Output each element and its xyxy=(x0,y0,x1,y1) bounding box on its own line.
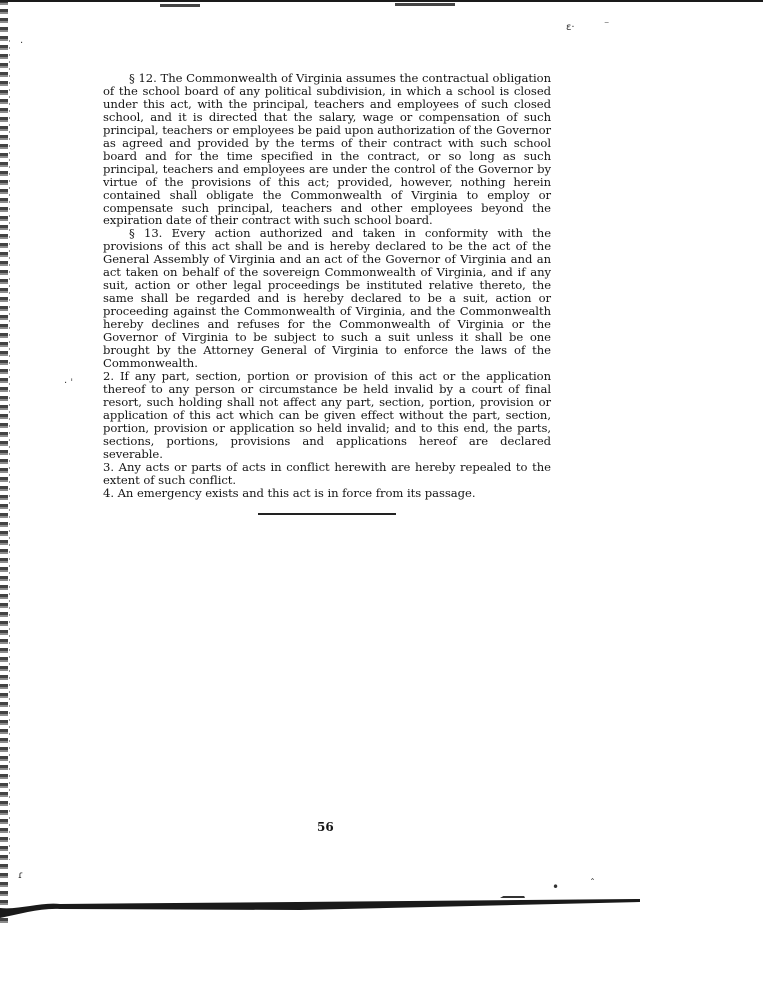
scan-speck: ɾ xyxy=(18,870,24,881)
scan-binding-edge xyxy=(0,0,8,925)
end-rule xyxy=(258,513,396,515)
clause-4-paragraph: 4. An emergency exists and this act is in force from its passage. xyxy=(103,485,476,500)
scan-binding-marks xyxy=(9,40,10,860)
section-13-paragraph: § 13. Every action authorized and taken in conformity with the provisions of this act shall be and is hereby declared to be the act of the General Assembly of Virginia and an act of the Governor of Virginia and an act taken on behalf of the sovereign Commonwealth of Virginia, and if any suit, action or other legal proceedings be instituted relative thereto, the same shall be regarded and is hereby declared to be a suit, action or proceeding against the Commonwealth of Virginia, and the Commonwealth hereby declines and refuses for the Commonwealth of Virginia or the Governor of Virginia to be subject to such a suit unless it shall be one brought by the Attorney General of Virginia to enforce the laws of the Commonwealth. xyxy=(103,226,551,370)
scan-speck: · ˈ xyxy=(64,378,74,389)
scan-speck: ˆ xyxy=(590,878,595,889)
clause-3-paragraph: 3. Any acts or parts of acts in conflict herewith are hereby repealed to the extent of such conflict. xyxy=(103,459,551,487)
page-number: 56 xyxy=(317,820,334,834)
scan-speck: · xyxy=(20,38,24,49)
document-body xyxy=(103,72,551,499)
clause-2-paragraph: 2. If any part, section, portion or provision of this act or the application thereof to any person or circumstance be held invalid by a court of final resort, such holding shall not affect any part, section, portion, provision or application of this act which can be given effect without the part, section, portion, provision or application so held invalid; and to this end, the parts, sections, portions, provisions and applications hereof are declared severable. xyxy=(103,368,551,461)
section-12-paragraph: § 12. The Commonwealth of Virginia assumes the contractual obligation of the school board of any political subdivision, in which a school is closed under this act, with the principal, teachers and employees of such closed school, and it is directed that the salary, wage or compensation of such principal, teachers or employees be paid upon authorization of the Governor as agreed and provided by the terms of their contract with such school board and for the time specified in the contract, or so long as such principal, teachers and employees are under the control of the Governor by virtue of the provisions of this act; provided, however, nothing herein contained shall obligate the Commonwealth of Virginia to employ or compensate such principal, teachers and other employees beyond the expiration date of their contract with such school board. xyxy=(103,71,551,228)
scan-speck: ɛ· xyxy=(566,22,575,33)
scan-speck: • xyxy=(552,880,560,894)
scan-top-edge xyxy=(0,0,763,8)
scan-bottom-edge xyxy=(0,896,640,920)
scan-speck: ⁻ xyxy=(604,20,610,31)
